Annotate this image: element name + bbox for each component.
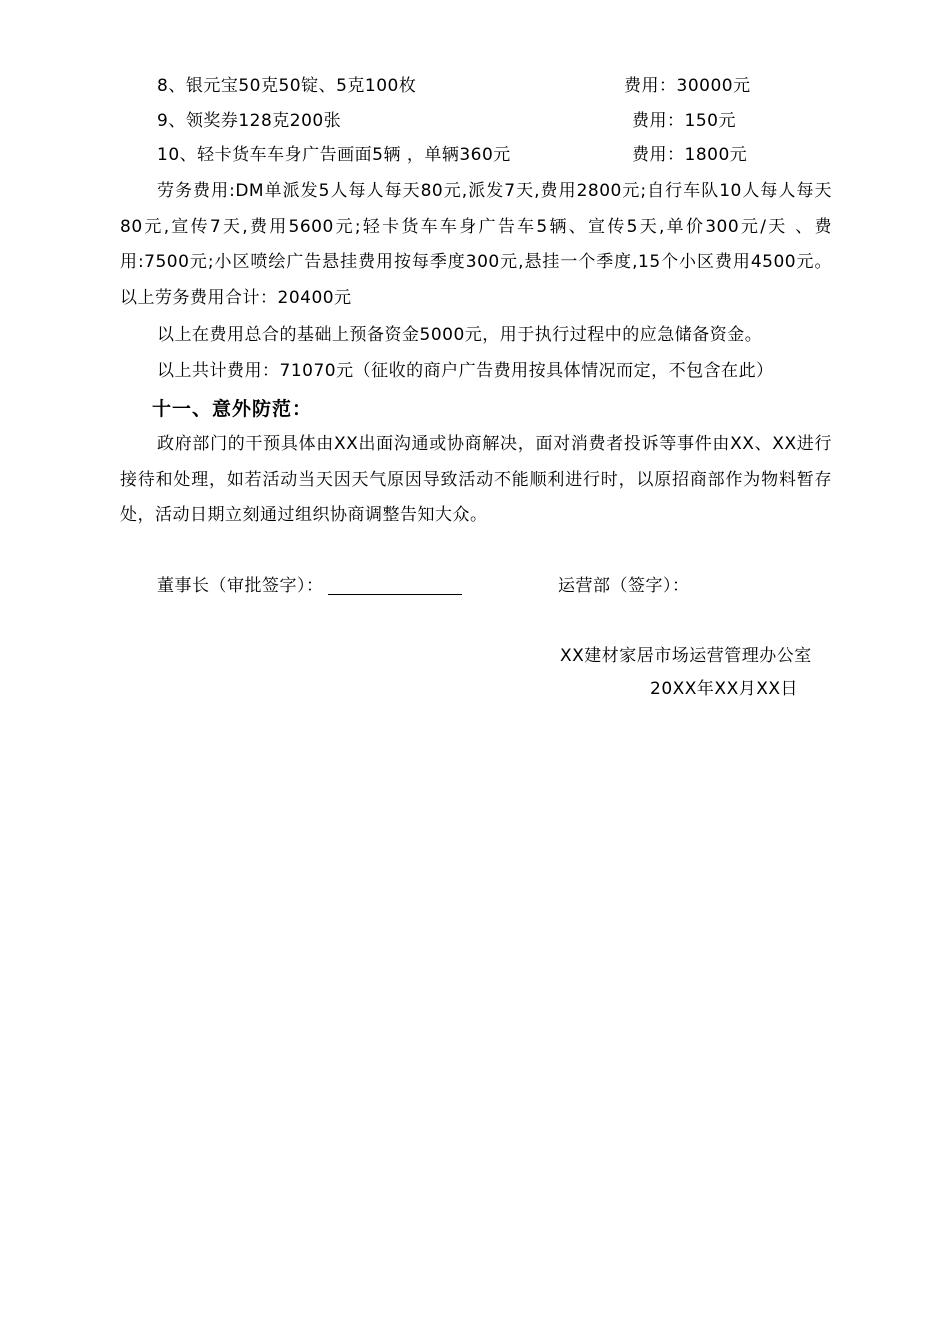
- total-cost-line: 以上共计费用：71070元（征收的商户广告费用按具体情况而定，不包含在此）: [157, 361, 774, 381]
- chairman-signature: [157, 574, 462, 598]
- signature-underline: [328, 576, 462, 595]
- item-8-fee: 费用：30000元: [624, 76, 751, 96]
- item-8-label: 8、银元宝50克50锭、5克100枚: [157, 76, 417, 96]
- item-10-fee: 费用：1800元: [632, 145, 748, 165]
- operations-signature-label: 运营部（签字）：: [558, 576, 690, 596]
- document-date: 20XX年XX月XX日: [650, 679, 799, 699]
- accident-prevention-paragraph: 政府部门的干预具体由XX出面沟通或协商解决，面对消费者投诉等事件由XX、XX进行接待和处理，如若活动当天因天气原因导致活动不能顺利进行时，以原招商部作为物料暂存处，活动日期立刻通过组织协商调整告知大众。: [120, 434, 832, 525]
- section-heading: 十一、意外防范：: [152, 398, 313, 420]
- item-9-label: 9、领奖券128克200张: [157, 111, 342, 131]
- office-name: XX建材家居市场运营管理办公室: [560, 646, 812, 666]
- item-10-label: 10、轻卡货车车身广告画面5辆 ，单辆360元: [157, 145, 511, 165]
- item-9-fee: 费用：150元: [632, 111, 736, 131]
- labor-cost-paragraph: 劳务费用:DM单派发5人每人每天80元,派发7天,费用2800元;自行车队10人每人每天80元,宣传7天,费用5600元;轻卡货车车身广告车5辆、宣传5天,单价300元/天 、费用:7500元;小区喷绘广告悬挂费用按每季度300元,悬挂一个季度,15个小区费用4500元。以上劳务费用合计：20400元: [120, 181, 832, 308]
- chairman-signature-label: 董事长（审批签字）：: [157, 576, 324, 596]
- reserve-fund-line: 以上在费用总合的基础上预备资金5000元，用于执行过程中的应急储备资金。: [157, 325, 763, 345]
